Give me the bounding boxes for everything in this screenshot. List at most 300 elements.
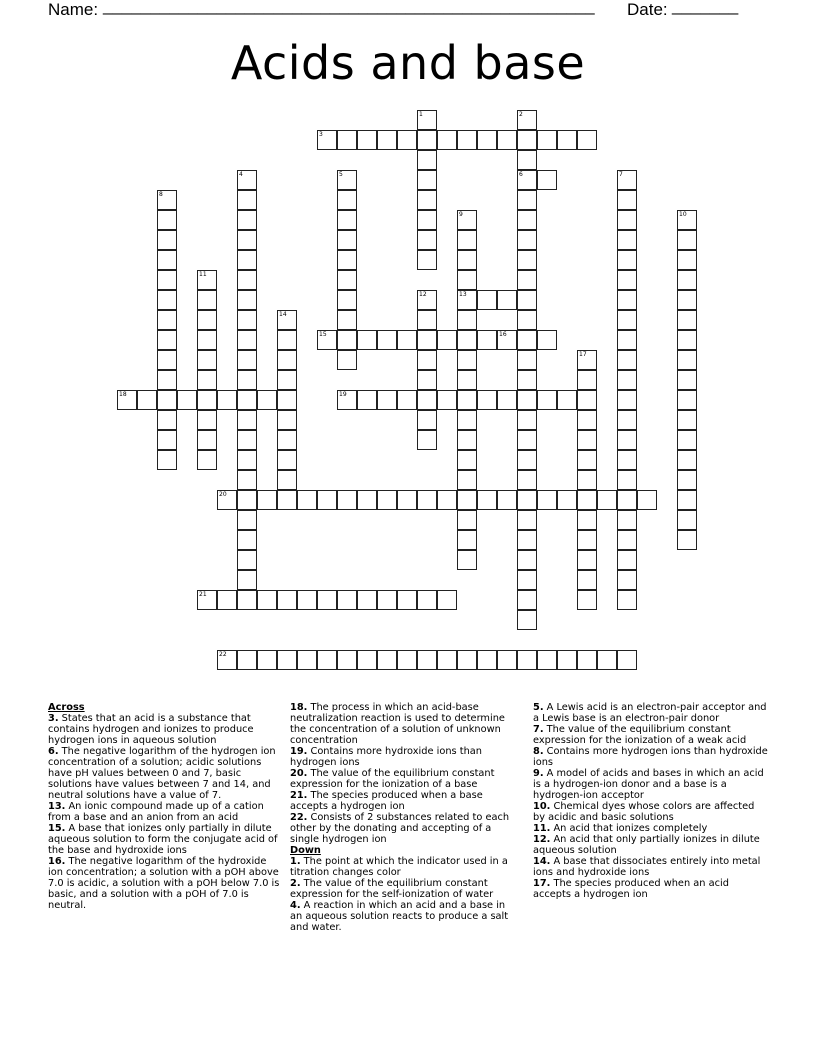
clue-number: 7 bbox=[619, 171, 623, 178]
clue-number-label: 16. bbox=[48, 856, 66, 867]
grid-cell[interactable] bbox=[497, 650, 517, 670]
grid-cell[interactable] bbox=[457, 530, 477, 550]
grid-cell[interactable] bbox=[257, 590, 277, 610]
grid-cell[interactable] bbox=[337, 250, 357, 270]
grid-cell[interactable] bbox=[577, 550, 597, 570]
grid-cell[interactable] bbox=[457, 210, 477, 230]
grid-cell[interactable] bbox=[457, 290, 477, 310]
grid-cell[interactable] bbox=[517, 150, 537, 170]
grid-cell[interactable] bbox=[237, 430, 257, 450]
grid-cell[interactable] bbox=[517, 270, 537, 290]
grid-cell[interactable] bbox=[517, 470, 537, 490]
grid-cell[interactable] bbox=[517, 570, 537, 590]
grid-cell[interactable] bbox=[237, 490, 257, 510]
grid-cell[interactable] bbox=[517, 590, 537, 610]
clue-item: 18. The process in which an acid-base neutralization reaction is used to determine the concentration of a solution of unknown concentration bbox=[290, 702, 505, 746]
grid-cell[interactable] bbox=[617, 270, 637, 290]
grid-cell[interactable] bbox=[577, 490, 597, 510]
grid-cell[interactable] bbox=[537, 170, 557, 190]
grid-cell[interactable] bbox=[237, 550, 257, 570]
grid-cell[interactable] bbox=[417, 590, 437, 610]
grid-cell[interactable] bbox=[677, 530, 697, 550]
grid-cell[interactable] bbox=[457, 470, 477, 490]
grid-cell[interactable] bbox=[457, 390, 477, 410]
grid-cell[interactable] bbox=[417, 430, 437, 450]
grid-cell[interactable] bbox=[377, 130, 397, 150]
clue-number: 17 bbox=[579, 351, 587, 358]
clue-item: 17. The species produced when an acid accepts a hydrogen ion bbox=[533, 878, 729, 900]
grid-cell[interactable] bbox=[417, 310, 437, 330]
grid-cell[interactable] bbox=[417, 190, 437, 210]
grid-cell[interactable] bbox=[297, 490, 317, 510]
grid-cell[interactable] bbox=[517, 230, 537, 250]
grid-cell[interactable] bbox=[617, 310, 637, 330]
grid-cell[interactable] bbox=[337, 170, 357, 190]
grid-cell[interactable] bbox=[257, 390, 277, 410]
grid-cell[interactable] bbox=[357, 490, 377, 510]
grid-cell[interactable] bbox=[577, 650, 597, 670]
grid-cell[interactable] bbox=[157, 270, 177, 290]
grid-cell[interactable] bbox=[577, 430, 597, 450]
grid-cell[interactable] bbox=[577, 590, 597, 610]
grid-cell[interactable] bbox=[617, 210, 637, 230]
grid-cell[interactable] bbox=[577, 390, 597, 410]
grid-cell[interactable] bbox=[457, 430, 477, 450]
grid-cell[interactable] bbox=[237, 510, 257, 530]
grid-cell[interactable] bbox=[217, 650, 237, 670]
grid-cell[interactable] bbox=[277, 470, 297, 490]
grid-cell[interactable] bbox=[457, 410, 477, 430]
grid-cell[interactable] bbox=[617, 470, 637, 490]
clue-item: 8. Contains more hydrogen ions than hydroxide ions bbox=[533, 746, 768, 768]
grid-cell[interactable] bbox=[157, 410, 177, 430]
grid-cell[interactable] bbox=[437, 330, 457, 350]
grid-cell[interactable] bbox=[157, 430, 177, 450]
grid-cell[interactable] bbox=[377, 390, 397, 410]
clue-number: 9 bbox=[459, 211, 463, 218]
grid-cell[interactable] bbox=[677, 510, 697, 530]
grid-cell[interactable] bbox=[457, 370, 477, 390]
grid-cell[interactable] bbox=[337, 290, 357, 310]
grid-cell[interactable] bbox=[677, 350, 697, 370]
grid-cell[interactable] bbox=[137, 390, 157, 410]
grid-cell[interactable] bbox=[517, 370, 537, 390]
grid-cell[interactable] bbox=[677, 330, 697, 350]
grid-cell[interactable] bbox=[477, 650, 497, 670]
grid-cell[interactable] bbox=[577, 130, 597, 150]
grid-cell[interactable] bbox=[517, 410, 537, 430]
grid-cell[interactable] bbox=[557, 390, 577, 410]
grid-cell[interactable] bbox=[417, 350, 437, 370]
grid-cell[interactable] bbox=[197, 350, 217, 370]
grid-cell[interactable] bbox=[617, 350, 637, 370]
grid-cell[interactable] bbox=[237, 650, 257, 670]
grid-cell[interactable] bbox=[237, 530, 257, 550]
grid-cell[interactable] bbox=[457, 450, 477, 470]
grid-cell[interactable] bbox=[197, 290, 217, 310]
grid-cell[interactable] bbox=[277, 310, 297, 330]
grid-cell[interactable] bbox=[357, 330, 377, 350]
clue-number-label: 21. bbox=[290, 790, 308, 801]
grid-cell[interactable] bbox=[577, 510, 597, 530]
clue-number: 1 bbox=[419, 111, 423, 118]
grid-cell[interactable] bbox=[417, 330, 437, 350]
grid-cell[interactable] bbox=[437, 490, 457, 510]
grid-cell[interactable] bbox=[577, 350, 597, 370]
grid-cell[interactable] bbox=[517, 450, 537, 470]
grid-cell[interactable] bbox=[237, 350, 257, 370]
grid-cell[interactable] bbox=[677, 370, 697, 390]
grid-cell[interactable] bbox=[457, 490, 477, 510]
clue-number-label: 3. bbox=[48, 713, 59, 724]
grid-cell[interactable] bbox=[637, 490, 657, 510]
grid-cell[interactable] bbox=[237, 170, 257, 190]
grid-cell[interactable] bbox=[677, 430, 697, 450]
grid-cell[interactable] bbox=[677, 390, 697, 410]
grid-cell[interactable] bbox=[497, 390, 517, 410]
grid-cell[interactable] bbox=[157, 290, 177, 310]
grid-cell[interactable] bbox=[457, 550, 477, 570]
grid-cell[interactable] bbox=[537, 130, 557, 150]
grid-cell[interactable] bbox=[517, 350, 537, 370]
grid-cell[interactable] bbox=[517, 290, 537, 310]
grid-cell[interactable] bbox=[457, 130, 477, 150]
grid-cell[interactable] bbox=[517, 550, 537, 570]
grid-cell[interactable] bbox=[417, 210, 437, 230]
grid-cell[interactable] bbox=[477, 290, 497, 310]
grid-cell[interactable] bbox=[197, 390, 217, 410]
grid-cell[interactable] bbox=[617, 370, 637, 390]
grid-cell[interactable] bbox=[237, 230, 257, 250]
grid-cell[interactable] bbox=[417, 370, 437, 390]
grid-cell[interactable] bbox=[117, 390, 137, 410]
grid-cell[interactable] bbox=[577, 450, 597, 470]
name-label: Name: bbox=[48, 0, 99, 19]
grid-cell[interactable] bbox=[517, 510, 537, 530]
date-line[interactable]: _______ bbox=[672, 0, 739, 15]
clue-number-label: 11. bbox=[533, 823, 551, 834]
grid-cell[interactable] bbox=[237, 590, 257, 610]
grid-cell[interactable] bbox=[517, 490, 537, 510]
grid-cell[interactable] bbox=[417, 490, 437, 510]
grid-cell[interactable] bbox=[417, 230, 437, 250]
grid-cell[interactable] bbox=[537, 650, 557, 670]
grid-cell[interactable] bbox=[677, 310, 697, 330]
grid-cell[interactable] bbox=[577, 530, 597, 550]
grid-cell[interactable] bbox=[417, 110, 437, 130]
clue-column-1 bbox=[48, 702, 280, 911]
grid-cell[interactable] bbox=[317, 650, 337, 670]
grid-cell[interactable] bbox=[437, 390, 457, 410]
grid-cell[interactable] bbox=[157, 350, 177, 370]
grid-cell[interactable] bbox=[197, 370, 217, 390]
clue-number: 12 bbox=[419, 291, 427, 298]
grid-cell[interactable] bbox=[237, 470, 257, 490]
grid-cell[interactable] bbox=[317, 330, 337, 350]
grid-cell[interactable] bbox=[457, 350, 477, 370]
grid-cell[interactable] bbox=[417, 170, 437, 190]
grid-cell[interactable] bbox=[397, 490, 417, 510]
clue-item: 5. A Lewis acid is an electron-pair acceptor and a Lewis base is an electron-pair donor bbox=[533, 702, 767, 724]
grid-cell[interactable] bbox=[197, 270, 217, 290]
grid-cell[interactable] bbox=[397, 590, 417, 610]
grid-cell[interactable] bbox=[517, 130, 537, 150]
grid-cell[interactable] bbox=[237, 570, 257, 590]
clue-number: 21 bbox=[199, 591, 207, 598]
grid-cell[interactable] bbox=[377, 590, 397, 610]
grid-cell[interactable] bbox=[577, 410, 597, 430]
grid-cell[interactable] bbox=[617, 410, 637, 430]
grid-cell[interactable] bbox=[557, 490, 577, 510]
grid-cell[interactable] bbox=[337, 130, 357, 150]
grid-cell[interactable] bbox=[577, 470, 597, 490]
grid-cell[interactable] bbox=[377, 330, 397, 350]
grid-cell[interactable] bbox=[377, 650, 397, 670]
grid-cell[interactable] bbox=[237, 370, 257, 390]
grid-cell[interactable] bbox=[437, 130, 457, 150]
grid-cell[interactable] bbox=[337, 230, 357, 250]
grid-cell[interactable] bbox=[237, 410, 257, 430]
grid-cell[interactable] bbox=[437, 650, 457, 670]
page-title: Acids and base bbox=[230, 36, 586, 90]
clue-number: 6 bbox=[519, 171, 523, 178]
grid-cell[interactable] bbox=[237, 290, 257, 310]
grid-cell[interactable] bbox=[457, 330, 477, 350]
grid-cell[interactable] bbox=[557, 650, 577, 670]
grid-cell[interactable] bbox=[277, 390, 297, 410]
grid-cell[interactable] bbox=[417, 290, 437, 310]
grid-cell[interactable] bbox=[617, 390, 637, 410]
grid-cell[interactable] bbox=[517, 430, 537, 450]
grid-cell[interactable] bbox=[497, 130, 517, 150]
grid-cell[interactable] bbox=[477, 490, 497, 510]
grid-cell[interactable] bbox=[337, 330, 357, 350]
grid-cell[interactable] bbox=[337, 650, 357, 670]
grid-cell[interactable] bbox=[617, 530, 637, 550]
clue-number-label: 18. bbox=[290, 702, 308, 713]
grid-cell[interactable] bbox=[617, 510, 637, 530]
grid-cell[interactable] bbox=[217, 390, 237, 410]
clue-number: 5 bbox=[339, 171, 343, 178]
grid-cell[interactable] bbox=[217, 590, 237, 610]
grid-cell[interactable] bbox=[417, 130, 437, 150]
grid-cell[interactable] bbox=[357, 390, 377, 410]
grid-cell[interactable] bbox=[617, 590, 637, 610]
grid-cell[interactable] bbox=[597, 490, 617, 510]
grid-cell[interactable] bbox=[517, 250, 537, 270]
clue-number-label: 14. bbox=[533, 856, 551, 867]
grid-cell[interactable] bbox=[517, 330, 537, 350]
grid-cell[interactable] bbox=[517, 190, 537, 210]
grid-cell[interactable] bbox=[537, 490, 557, 510]
grid-cell[interactable] bbox=[497, 490, 517, 510]
grid-cell[interactable] bbox=[177, 390, 197, 410]
grid-cell[interactable] bbox=[237, 450, 257, 470]
grid-cell[interactable] bbox=[337, 190, 357, 210]
grid-cell[interactable] bbox=[157, 250, 177, 270]
grid-cell[interactable] bbox=[257, 650, 277, 670]
grid-cell[interactable] bbox=[617, 190, 637, 210]
grid-cell[interactable] bbox=[157, 190, 177, 210]
grid-cell[interactable] bbox=[517, 390, 537, 410]
grid-cell[interactable] bbox=[617, 650, 637, 670]
grid-cell[interactable] bbox=[357, 650, 377, 670]
grid-cell[interactable] bbox=[457, 650, 477, 670]
grid-cell[interactable] bbox=[357, 590, 377, 610]
grid-cell[interactable] bbox=[217, 490, 237, 510]
grid-cell[interactable] bbox=[617, 290, 637, 310]
grid-cell[interactable] bbox=[417, 250, 437, 270]
grid-cell[interactable] bbox=[577, 370, 597, 390]
grid-cell[interactable] bbox=[617, 250, 637, 270]
grid-cell[interactable] bbox=[617, 450, 637, 470]
clue-number: 3 bbox=[319, 131, 323, 138]
grid-cell[interactable] bbox=[517, 110, 537, 130]
grid-cell[interactable] bbox=[537, 330, 557, 350]
grid-cell[interactable] bbox=[157, 210, 177, 230]
grid-cell[interactable] bbox=[197, 450, 217, 470]
grid-cell[interactable] bbox=[257, 490, 277, 510]
grid-cell[interactable] bbox=[457, 250, 477, 270]
grid-cell[interactable] bbox=[277, 370, 297, 390]
grid-cell[interactable] bbox=[677, 450, 697, 470]
grid-cell[interactable] bbox=[157, 370, 177, 390]
grid-cell[interactable] bbox=[517, 610, 537, 630]
grid-cell[interactable] bbox=[677, 470, 697, 490]
grid-cell[interactable] bbox=[617, 490, 637, 510]
grid-cell[interactable] bbox=[617, 170, 637, 190]
grid-cell[interactable] bbox=[377, 490, 397, 510]
grid-cell[interactable] bbox=[317, 590, 337, 610]
grid-cell[interactable] bbox=[237, 310, 257, 330]
grid-cell[interactable] bbox=[277, 330, 297, 350]
grid-cell[interactable] bbox=[497, 330, 517, 350]
grid-cell[interactable] bbox=[477, 390, 497, 410]
name-line[interactable]: ____________________________________________________ bbox=[103, 0, 595, 15]
grid-cell[interactable] bbox=[277, 590, 297, 610]
grid-cell[interactable] bbox=[197, 590, 217, 610]
grid-cell[interactable] bbox=[337, 310, 357, 330]
grid-cell[interactable] bbox=[577, 570, 597, 590]
grid-cell[interactable] bbox=[197, 310, 217, 330]
grid-cell[interactable] bbox=[237, 330, 257, 350]
grid-cell[interactable] bbox=[517, 650, 537, 670]
grid-cell[interactable] bbox=[617, 570, 637, 590]
grid-cell[interactable] bbox=[437, 590, 457, 610]
grid-cell[interactable] bbox=[337, 270, 357, 290]
grid-cell[interactable] bbox=[517, 530, 537, 550]
grid-cell[interactable] bbox=[357, 130, 377, 150]
grid-cell[interactable] bbox=[557, 130, 577, 150]
grid-cell[interactable] bbox=[317, 490, 337, 510]
grid-cell[interactable] bbox=[597, 650, 617, 670]
grid-cell[interactable] bbox=[237, 250, 257, 270]
grid-cell[interactable] bbox=[617, 330, 637, 350]
grid-cell[interactable] bbox=[397, 330, 417, 350]
grid-cell[interactable] bbox=[317, 130, 337, 150]
grid-cell[interactable] bbox=[397, 130, 417, 150]
clue-item: 1. The point at which the indicator used in a titration changes color bbox=[290, 856, 508, 878]
grid-cell[interactable] bbox=[417, 650, 437, 670]
grid-cell[interactable] bbox=[517, 310, 537, 330]
grid-cell[interactable] bbox=[677, 210, 697, 230]
grid-cell[interactable] bbox=[677, 270, 697, 290]
grid-cell[interactable] bbox=[277, 450, 297, 470]
grid-cell[interactable] bbox=[297, 590, 317, 610]
grid-cell[interactable] bbox=[617, 550, 637, 570]
grid-cell[interactable] bbox=[157, 390, 177, 410]
grid-cell[interactable] bbox=[337, 490, 357, 510]
clue-number-label: 15. bbox=[48, 823, 66, 834]
clue-number-label: 10. bbox=[533, 801, 551, 812]
clue-number-label: 19. bbox=[290, 746, 308, 757]
grid-cell[interactable] bbox=[337, 350, 357, 370]
grid-cell[interactable] bbox=[497, 290, 517, 310]
clue-item: 6. The negative logarithm of the hydrogen ion concentration of a solution; acidic solutions have pH values between 0 and 7, basic solutions have values between 7 and 14, and neutral solutions have a value of 7. bbox=[48, 746, 276, 801]
grid-cell[interactable] bbox=[677, 490, 697, 510]
grid-cell[interactable] bbox=[197, 430, 217, 450]
grid-cell[interactable] bbox=[157, 450, 177, 470]
grid-cell[interactable] bbox=[237, 190, 257, 210]
grid-cell[interactable] bbox=[397, 390, 417, 410]
grid-cell[interactable] bbox=[677, 410, 697, 430]
clue-number-label: 6. bbox=[48, 746, 59, 757]
grid-cell[interactable] bbox=[277, 490, 297, 510]
grid-cell[interactable] bbox=[537, 390, 557, 410]
down-heading: Down bbox=[290, 845, 321, 856]
grid-cell[interactable] bbox=[277, 350, 297, 370]
grid-cell[interactable] bbox=[337, 590, 357, 610]
grid-cell[interactable] bbox=[197, 330, 217, 350]
grid-cell[interactable] bbox=[197, 410, 217, 430]
grid-cell[interactable] bbox=[417, 390, 437, 410]
grid-cell[interactable] bbox=[517, 170, 537, 190]
clue-column-2 bbox=[290, 702, 520, 933]
grid-cell[interactable] bbox=[157, 310, 177, 330]
grid-cell[interactable] bbox=[277, 430, 297, 450]
grid-cell[interactable] bbox=[457, 230, 477, 250]
grid-cell[interactable] bbox=[337, 210, 357, 230]
grid-cell[interactable] bbox=[157, 230, 177, 250]
grid-cell[interactable] bbox=[417, 150, 437, 170]
clue-item: 2. The value of the equilibrium constant expression for the self-ionization of water bbox=[290, 878, 494, 900]
grid-cell[interactable] bbox=[237, 270, 257, 290]
grid-cell[interactable] bbox=[617, 430, 637, 450]
grid-cell[interactable] bbox=[297, 650, 317, 670]
grid-cell[interactable] bbox=[277, 650, 297, 670]
grid-cell[interactable] bbox=[477, 330, 497, 350]
grid-cell[interactable] bbox=[457, 510, 477, 530]
grid-cell[interactable] bbox=[677, 230, 697, 250]
grid-cell[interactable] bbox=[397, 650, 417, 670]
grid-cell[interactable] bbox=[517, 210, 537, 230]
grid-cell[interactable] bbox=[677, 250, 697, 270]
grid-cell[interactable] bbox=[157, 330, 177, 350]
grid-cell[interactable] bbox=[457, 310, 477, 330]
clue-number-label: 13. bbox=[48, 801, 66, 812]
grid-cell[interactable] bbox=[337, 390, 357, 410]
grid-cell[interactable] bbox=[277, 410, 297, 430]
grid-cell[interactable] bbox=[617, 230, 637, 250]
grid-cell[interactable] bbox=[237, 390, 257, 410]
grid-cell[interactable] bbox=[457, 270, 477, 290]
grid-cell[interactable] bbox=[477, 130, 497, 150]
clue-number-label: 7. bbox=[533, 724, 544, 735]
grid-cell[interactable] bbox=[417, 410, 437, 430]
grid-cell[interactable] bbox=[237, 210, 257, 230]
grid-cell[interactable] bbox=[677, 290, 697, 310]
clue-item: 20. The value of the equilibrium constant expression for the ionization of a base bbox=[290, 768, 495, 790]
